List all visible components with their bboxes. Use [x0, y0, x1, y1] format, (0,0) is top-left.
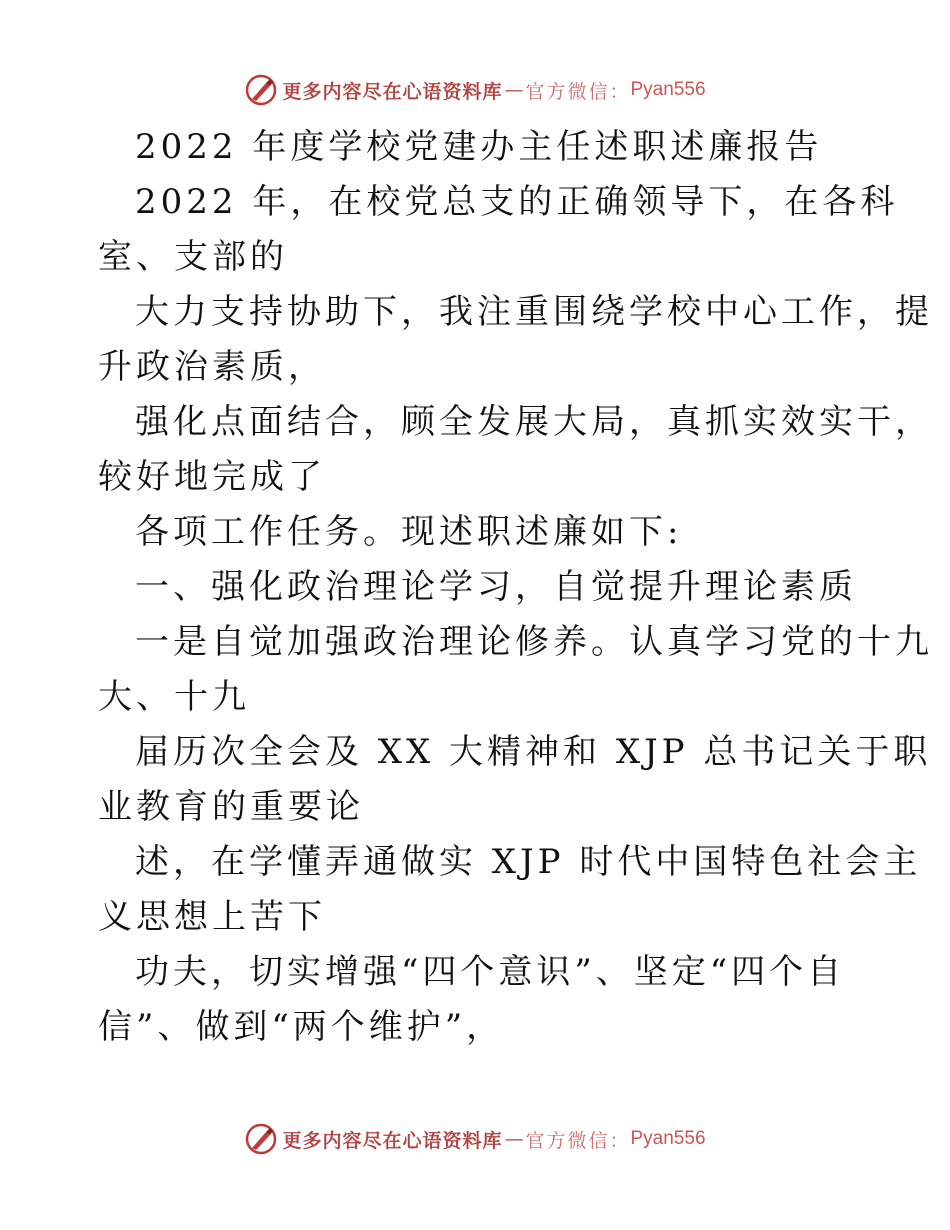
document-line: 升政治素质， [98, 347, 326, 387]
document-line: 2022 年度学校党建办主任述职述廉报告 [135, 127, 823, 167]
document-line: 较好地完成了 [98, 457, 326, 497]
footer-watermark [0, 1119, 950, 1159]
watermark-dash: — [504, 79, 524, 101]
pen-logo-icon [244, 1122, 278, 1156]
document-line: 届历次全会及 XX 大精神和 XJP 总书记关于职 [135, 732, 932, 772]
document-line: 一、强化政治理论学习，自觉提升理论素质 [135, 567, 857, 607]
document-line: 室、支部的 [98, 237, 288, 277]
document-line: 强化点面结合，顾全发展大局，真抓实效实干， [135, 402, 933, 442]
document-body [98, 120, 933, 1055]
document-line: 信”、做到“两个维护”， [98, 1007, 505, 1047]
watermark-account: Pyan556 [630, 1128, 706, 1149]
document-line: 各项工作任务。现述职述廉如下: [135, 512, 683, 552]
watermark-site-name: 更多内容尽在心语资料库 [282, 80, 503, 103]
watermark-dash: — [504, 1128, 524, 1150]
document-line: 义思想上苦下 [98, 897, 326, 937]
document-line: 大、十九 [98, 677, 250, 717]
document-line: 大力支持协助下，我注重围绕学校中心工作，提 [135, 292, 933, 332]
document-line: 2022 年，在校党总支的正确领导下，在各科 [135, 182, 899, 222]
pen-logo-icon [244, 73, 278, 107]
watermark-official-label: 官方微信： [525, 80, 631, 103]
watermark-site-name: 更多内容尽在心语资料库 [282, 1129, 503, 1152]
document-line: 述，在学懂弄通做实 XJP 时代中国特色社会主 [135, 842, 922, 882]
document-line: 一是自觉加强政治理论修养。认真学习党的十九 [135, 622, 933, 662]
document-line: 业教育的重要论 [98, 787, 364, 827]
watermark-official-label: 官方微信： [525, 1129, 631, 1152]
document-line: 功夫，切实增强“四个意识”、坚定“四个自 [135, 952, 846, 992]
header-watermark [0, 70, 950, 110]
watermark-account: Pyan556 [630, 79, 706, 100]
